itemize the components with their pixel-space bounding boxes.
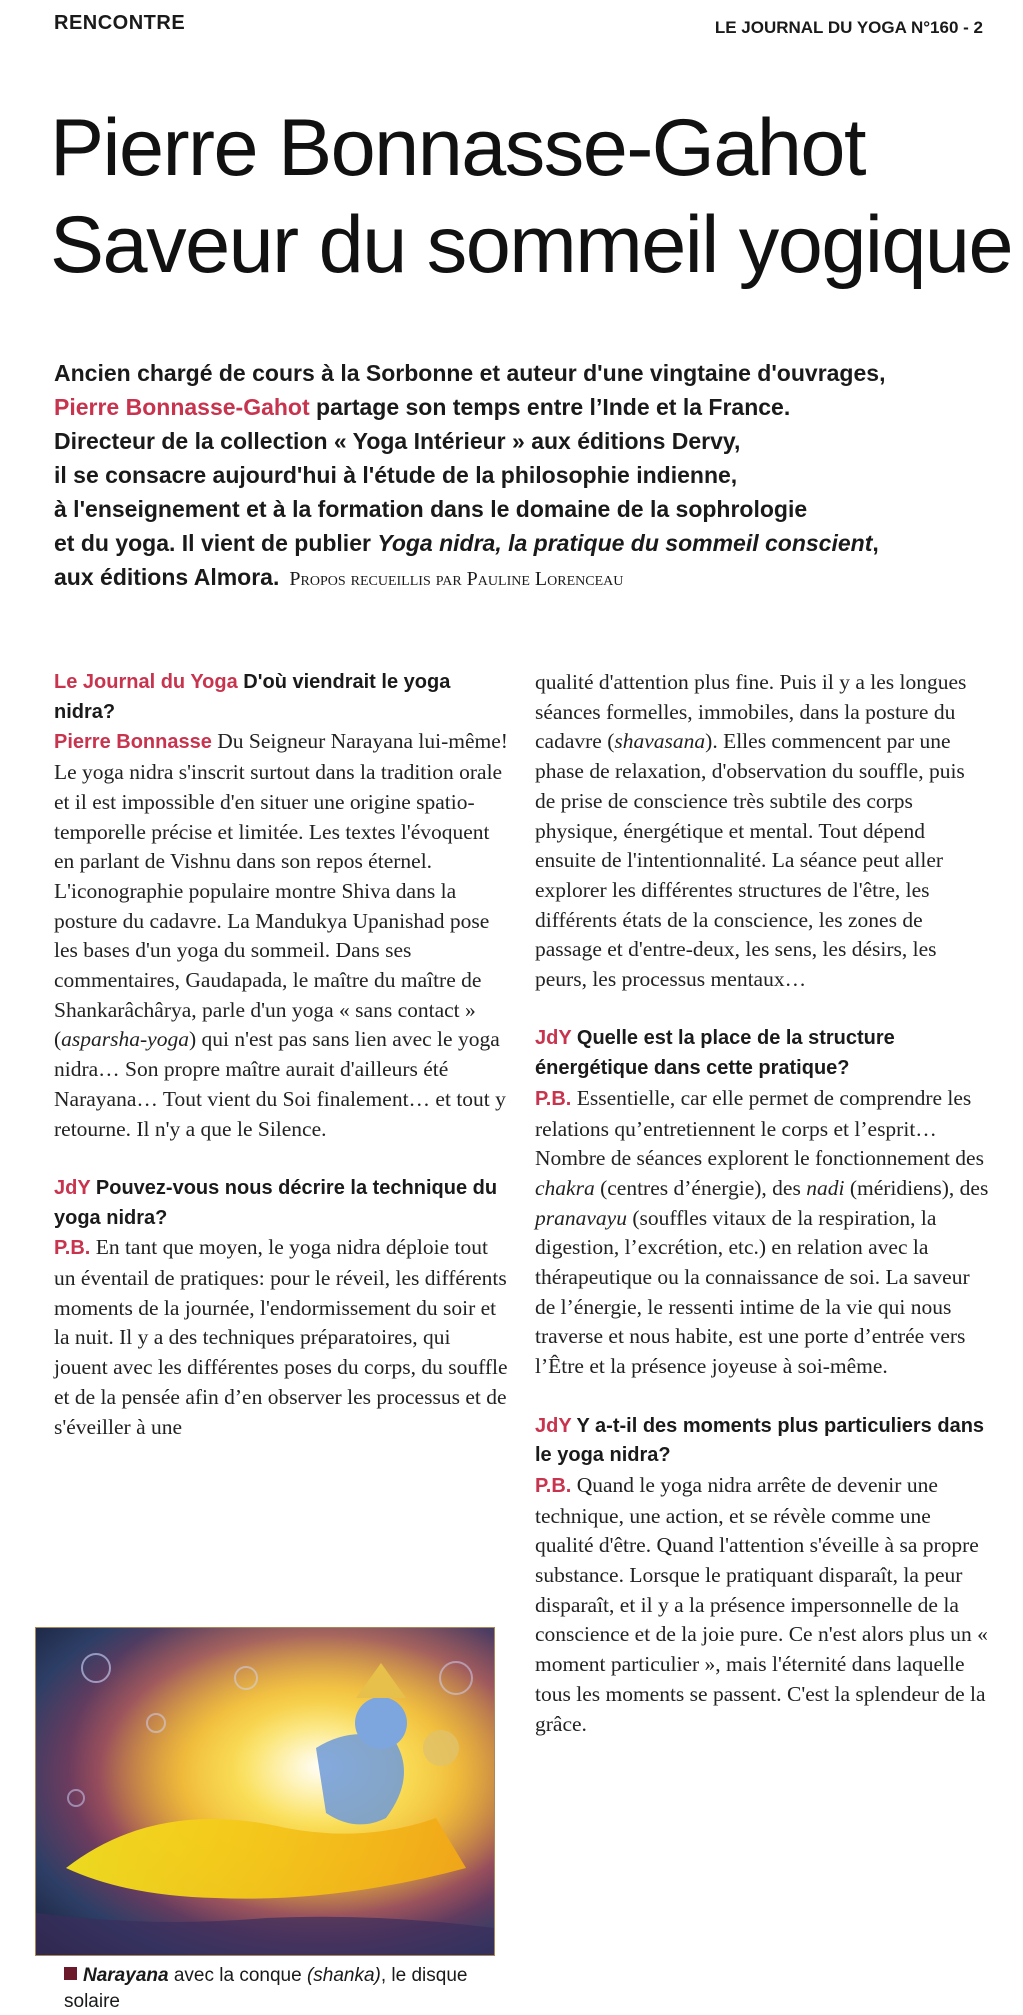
qa-block-1 [54, 668, 509, 1144]
answer-2-text-left: En tant que moyen, le yoga nidra déploie tout un éventail de pratiques: pour le réveil, les différents moments de la journée, l'endormissement du soir et la nuit. Il y a des techniques préparatoires, qui jouent avec les différentes poses du corps, du souffle et de la pensée afin d’en observer les processus et de s'éveiller à une [54, 1235, 508, 1439]
page-title [50, 100, 1013, 294]
interview-credit: Propos recueillis par Pauline Lorenceau [289, 568, 624, 590]
answer-3-italic-chakra: chakra [535, 1175, 595, 1200]
answer-1-speaker: Pierre Bonnasse [54, 731, 212, 754]
intro-line-1: Ancien chargé de cours à la Sorbonne et auteur d'une vingtaine d'ouvrages, [54, 360, 886, 386]
answer-2-right [535, 668, 990, 995]
intro-line-6 [54, 526, 994, 560]
intro-line-2 [54, 390, 994, 424]
answer-2-speaker: P.B. [54, 1237, 91, 1260]
intro-line-3: Directeur de la collection « Yoga Intérieur » aux éditions Dervy, [54, 428, 741, 454]
caption-text-b: , le disque solaire [64, 1965, 468, 2012]
question-3-speaker: JdY [535, 1027, 572, 1050]
author-name: Pierre Bonnasse-Gahot [54, 394, 310, 420]
caption-italic: (shanka) [306, 1965, 381, 1986]
answer-3-text-a: Essentielle, car elle permet de comprendre les relations qu’entretiennent le corps et l’esprit… Nombre de séances explorent le fonctionnement des [535, 1085, 984, 1171]
caption-marker [64, 1967, 77, 1980]
intro-line-7 [54, 560, 994, 596]
question-2-text: Pouvez-vous nous décrire la technique du yoga nidra? [54, 1176, 498, 1229]
caption-text-a: avec la conque [168, 1965, 307, 1986]
answer-1 [54, 727, 509, 1144]
answer-4 [535, 1471, 990, 1739]
answer-3-text-d: (souffles vitaux de la respiration, la digestion, l’excrétion, etc.) en relation avec la thérapeutique ou la connaissance de soi. La saveur de l’énergie, le ressenti intime de la vie qui nous traverse et nous habite, est une porte d’entrée vers l’Être et la présence joyeuse à soi-même. [535, 1205, 970, 1379]
qa-block-4 [535, 1412, 990, 1740]
question-2 [54, 1174, 509, 1233]
qa-block-2 [54, 1174, 509, 1442]
title-line-1: Pierre Bonnasse-Gahot [50, 103, 865, 193]
question-3-text: Quelle est la place de la structure énergétique dans cette pratique? [535, 1027, 895, 1080]
answer-1-italic: asparsha-yoga [61, 1027, 189, 1052]
qa-block-3 [535, 1024, 990, 1381]
image-caption [64, 1963, 504, 2015]
answer-3-text-c: (méridiens), des [844, 1175, 989, 1200]
intro-line-6-text: et du yoga. Il vient de publier [54, 530, 378, 556]
intro-line-5: à l'enseignement et à la formation dans le domaine de la sophrologie [54, 496, 808, 522]
question-4-text: Y a-t-il des moments plus particuliers dans le yoga nidra? [535, 1414, 985, 1467]
question-4-speaker: JdY [535, 1414, 572, 1437]
column-right [535, 668, 990, 1769]
question-1-speaker: Le Journal du Yoga [54, 671, 238, 693]
answer-3-speaker: P.B. [535, 1087, 572, 1110]
illustration-art [36, 1628, 494, 1955]
answer-1-text-a: Du Seigneur Narayana lui-même! Le yoga nidra s'inscrit surtout dans la tradition orale et il est impossible d'en situer une origine spatio-temporelle précise et limitée. Les textes l'évoquent en parlant de Vishnu dans son repos éternel. L'iconographie populaire montre Shiva dans la posture du cadavre. La Mandukya Upanishad pose les bases d'un yoga du sommeil. Dans ses commentaires, Gaudapada, le maître du maître de Shankarâchârya, parle d'un yoga « sans contact » ( [54, 729, 508, 1052]
intro-comma: , [872, 530, 879, 556]
book-title: Yoga nidra, la pratique du sommeil conscient [377, 530, 873, 556]
intro-line-2-text: partage son temps entre l’Inde et la France. [309, 394, 791, 420]
answer-3-italic-pranavayu: pranavayu [535, 1205, 627, 1230]
answer-3 [535, 1084, 990, 1382]
caption-name: Narayana [83, 1965, 169, 1986]
question-1-text: D'où viendrait le yoga nidra? [54, 671, 451, 723]
narayana-illustration [35, 1627, 495, 1956]
answer-2-text-right-a: qualité d'attention plus fine. Puis il y a les longues séances formelles, immobiles, dans la posture du cadavre ( [535, 670, 967, 754]
answer-3-italic-nadi: nadi [806, 1175, 845, 1200]
answer-2-italic: shavasana [614, 729, 706, 754]
section-label: RENCONTRE [54, 12, 186, 34]
question-1 [54, 668, 509, 727]
answer-2-continued [535, 668, 990, 995]
question-3 [535, 1024, 990, 1083]
journal-issue: LE JOURNAL DU YOGA N°160 - 2 [714, 18, 983, 37]
answer-3-text-b: (centres d’énergie), des [594, 1175, 807, 1200]
title-line-2: Saveur du sommeil yogique [50, 200, 1013, 290]
intro-line-4: il se consacre aujourd'hui à l'étude de la philosophie indienne, [54, 462, 738, 488]
intro-paragraph [54, 356, 994, 596]
column-left [54, 668, 509, 1472]
question-2-speaker: JdY [54, 1176, 91, 1199]
intro-line-7-text: aux éditions Almora. [54, 564, 280, 590]
answer-2-left [54, 1233, 509, 1442]
answer-4-text: Quand le yoga nidra arrête de devenir une technique, une action, et se révèle comme une qualité d'être. Quand l'attention s'éveille à sa propre substance. Lorsque le pratiquant disparaît, la peur disparaît, et il y a la présence impersonnelle de la conscience et de la joie pure. Ce n'est alors plus un « moment particulier », mais l'éternité dans laquelle tous les moments se passent. C'est la splendeur de la grâce. [535, 1472, 988, 1736]
answer-1-text-b: ) qui n'est pas sans lien avec le yoga nidra… Son propre maître aurait d'ailleurs été Narayana… Tout vient du Soi finalement… et tout y retourne. Il n'y a que le Silence. [54, 1027, 506, 1141]
answer-2-text-right-b: ). Elles commencent par une phase de relaxation, d'observation du souffle, puis de prise de conscience très subtile des corps physique, énergétique et mental. Tout dépend ensuite de l'intentionnalité. La séance peut aller explorer les différentes structures de l'être, les différents états de la conscience, les zones de passage et d'entre-deux, les sens, les désirs, les peurs, les processus mentaux… [535, 729, 965, 992]
answer-4-speaker: P.B. [535, 1474, 572, 1497]
question-4 [535, 1412, 990, 1471]
